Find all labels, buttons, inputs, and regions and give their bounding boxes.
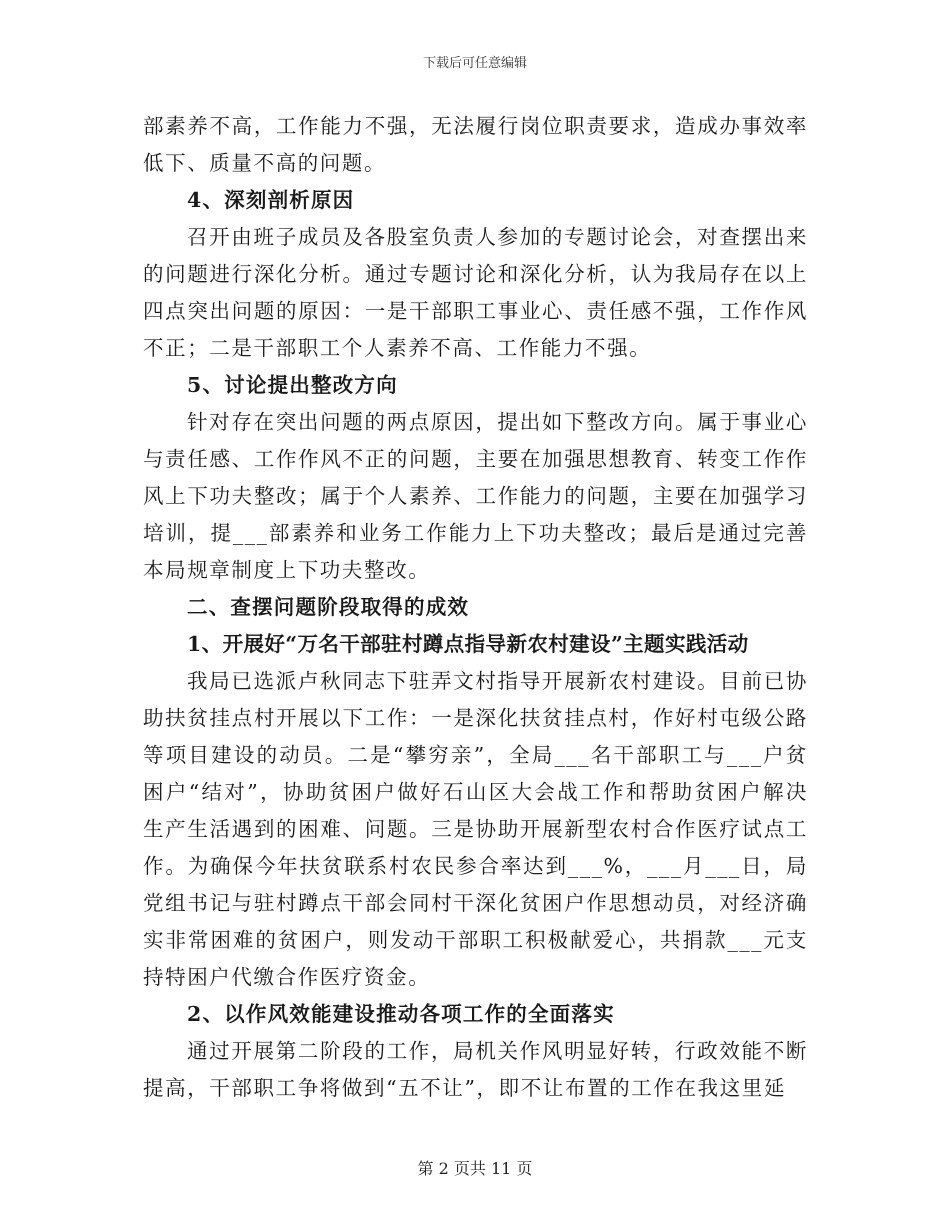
paragraph: 通过开展第二阶段的工作，局机关作风明显好转，行政效能不断提高，干部职工争将做到“五不让”，即不让布置的工作在我这里延 [143,1039,808,1100]
paragraph: 召开由班子成员及各股室负责人参加的专题讨论会，对查摆出来的问题进行深化分析。通过专题讨论和深化分析，认为我局存在以上四点突出问题的原因：一是干部职工事业心、责任感不强，工作作风不正；二是干部职工个人素养不高、工作能力不强。 [143,225,808,360]
page-header: 下载后可任意编辑 [422,56,527,71]
document-body [143,108,808,1107]
section-heading: 5、讨论提出整改方向 [187,373,398,397]
paragraph: 针对存在突出问题的两点原因，提出如下整改方向。属于事业心与责任感、工作作风不正的问题，主要在加强思想教育、转变工作作风上下功夫整改；属于个人素养、工作能力的问题，主要在加强学习培训，提___部素养和业务工作能力上下功夫整改；最后是通过完善本局规章制度上下功夫整改。 [143,410,808,582]
paragraph: 我局已选派卢秋同志下驻弄文村指导开展新农村建设。目前已协助扶贫挂点村开展以下工作：一是深化扶贫挂点村，作好村屯级公路等项目建设的动员。二是“攀穷亲”，全局___名干部职工与___户贫困户“结对”，协助贫困户做好石山区大会战工作和帮助贫困户解决生产生活遇到的困难、问题。三是协助开展新型农村合作医疗试点工作。为确保今年扶贫联系村农民参合率达到___%，___月___日，局党组书记与驻村蹲点干部会同村干深化贫困户作思想动员，对经济确实非常困难的贫困户，则发动干部职工积极献爱心，共捐款___元支持特困户代缴合作医疗资金。 [143,669,808,989]
section-heading: 2、以作风效能建设推动各项工作的全面落实 [187,1002,615,1026]
paragraph: 部素养不高，工作能力不强，无法履行岗位职责要求，造成办事效率低下、质量不高的问题。 [143,114,808,175]
section-heading: 4、深刻剖析原因 [187,188,355,212]
section-heading: 二、查摆问题阶段取得的成效 [187,595,470,619]
section-heading: 1、开展好“万名干部驻村蹲点指导新农村建设”主题实践活动 [187,632,749,656]
page-footer: 第 2 页共 11 页 [417,1159,533,1178]
